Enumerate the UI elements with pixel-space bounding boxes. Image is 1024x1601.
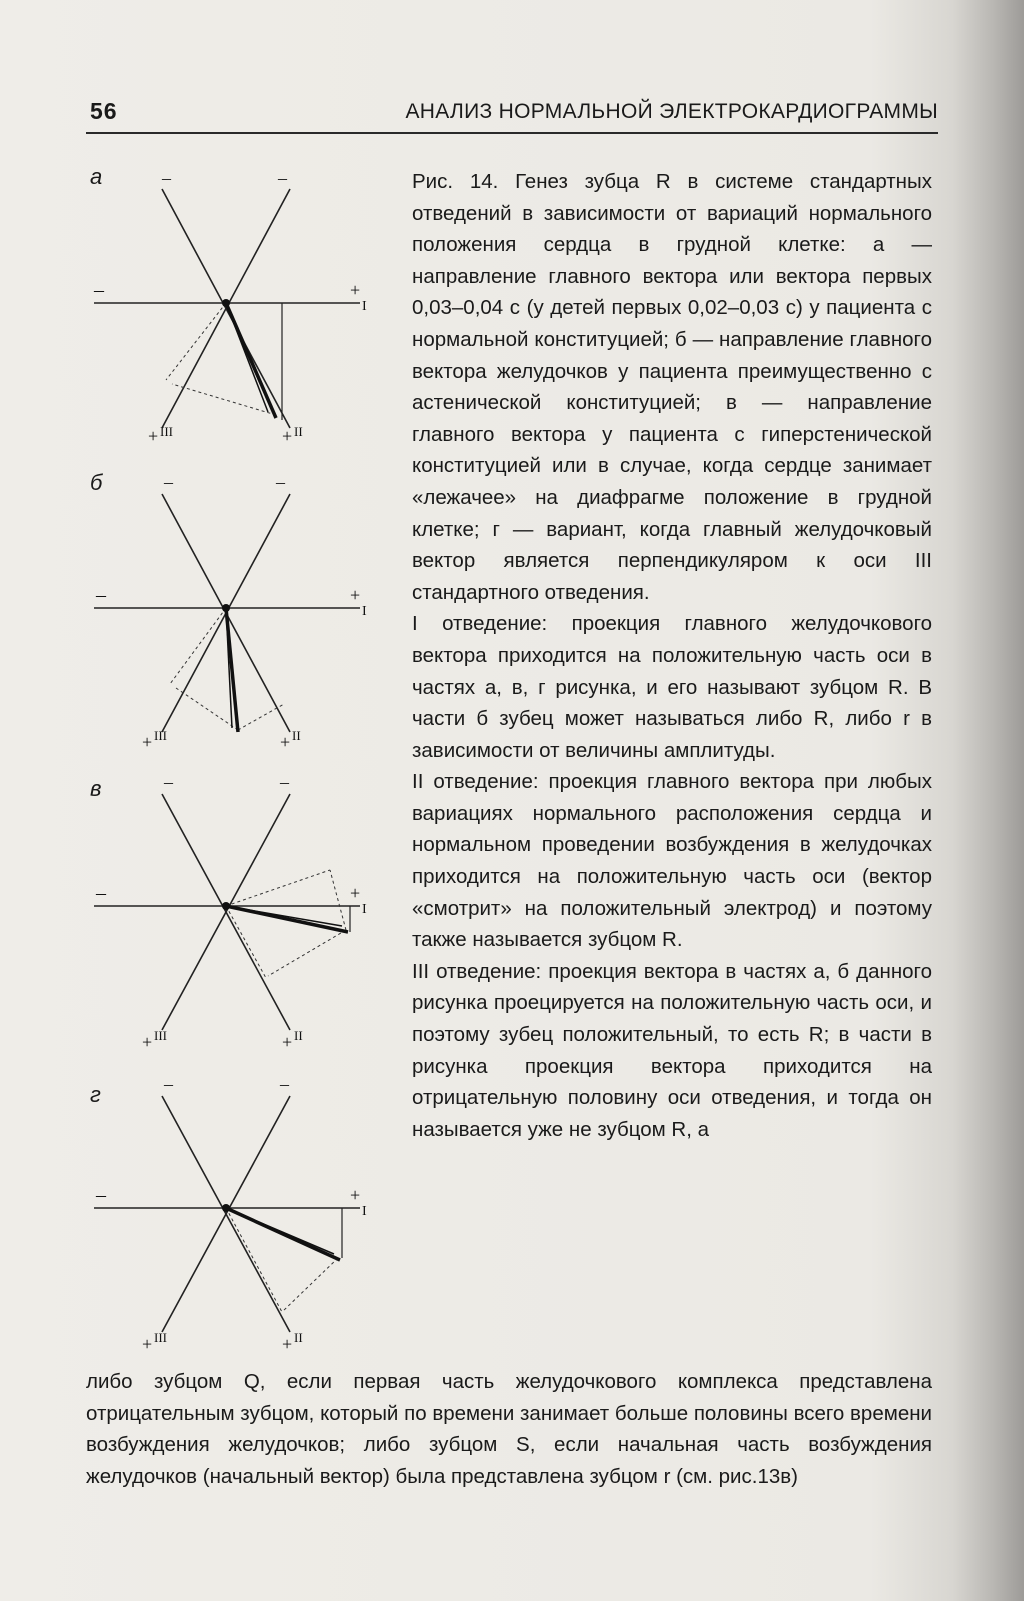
sign-minus: – (276, 472, 285, 492)
sign-plus: + (280, 732, 291, 752)
lead-label-ii: II (292, 728, 301, 743)
lead-label-iii: III (154, 1028, 167, 1043)
sign-minus: – (164, 1074, 173, 1094)
sign-plus: + (142, 1032, 153, 1052)
sign-plus: + (142, 732, 153, 752)
einthoven-axes-diagram (80, 466, 400, 756)
right-text-column (412, 166, 932, 1145)
sign-minus: – (96, 584, 106, 606)
figure-panel-v (80, 772, 400, 1062)
lead-label-ii: II (294, 1028, 303, 1043)
lead-label-iii: III (154, 728, 167, 743)
panel-letter: г (90, 1082, 101, 1107)
sign-plus: + (350, 280, 361, 300)
paragraph-lead-i: I отведение: проекция главного желудочкового вектора приходится на положительную часть оси в частях а, в, г рисунка, и его называют зубцом R. В части б зубец может называться либо R, либо r в зависимости от величины амплитуды. (412, 612, 932, 762)
page-number: 56 (90, 98, 118, 124)
paragraph-lead-iii: III отведение: проекция вектора в частях а, б данного рисунка проецируется на положительную часть оси, и поэтому зубец положительный, то есть R; в части в рисунка проекция вектора приходится на отрицательную половину оси отведения, и тогда он называется уже не зубцом R, а (412, 959, 932, 1141)
sign-minus: – (280, 1074, 289, 1094)
sign-minus: – (94, 279, 104, 301)
sign-minus: – (164, 772, 173, 792)
lead-label-i: I (362, 299, 367, 314)
figure-caption: Рис. 14. Генез зубца R в системе стандартных отведений в зависимости от вариаций нормального положения сердца в грудной клетке: а — направление главного вектора или вектора первых 0,03–0,04 с (у детей первых 0,02–0,03 с) у пациента с нормальной конституцией; б — направление главного вектора желудочков у пациента преимущественно с астенической конституцией; в — направление главного вектора у пациента с гиперстенической конституцией или в случае, когда сердце занимает «лежачее» на диафрагме положение в грудной клетке; г — вариант, когда главный желудочковый вектор является перпендикуляром к оси III стандартного отведения. (412, 170, 932, 604)
figure-panel-g (80, 1074, 400, 1368)
einthoven-axes-diagram (80, 1074, 400, 1368)
panel-letter: б (90, 470, 103, 495)
paragraph-lead-ii: II отведение: проекция главного вектора при любых вариациях нормального расположения сердца и нормальном проведении возбуждения в желудочках приходится на положительную часть оси (вектор «смотрит» на положительный электрод) и поэтому также называется зубцом R. (412, 770, 932, 952)
sign-minus: – (96, 882, 106, 904)
lead-label-i: I (362, 902, 367, 917)
paragraph-lead-iii-continued: либо зубцом Q, если первая часть желудочкового комплекса представлена отрицательным зубцом, который по времени занимает больше половины всего времени возбуждения желудочков; либо зубцом S, если начальная часть возбуждения желудочков (начальный вектор) была представлена зубцом r (см. рис.13в) (86, 1370, 932, 1488)
bottom-text (86, 1366, 932, 1492)
einthoven-axes-diagram (80, 772, 400, 1062)
lead-label-iii: III (154, 1330, 167, 1345)
lead-label-ii: II (294, 424, 303, 439)
sign-minus: – (280, 772, 289, 792)
running-title: АНАЛИЗ НОРМАЛЬНОЙ ЭЛЕКТРОКАРДИОГРАММЫ (405, 100, 938, 123)
sign-minus: – (96, 1184, 106, 1206)
sign-minus: – (162, 168, 171, 188)
panel-letter: в (90, 776, 102, 801)
panel-letter: а (90, 164, 103, 189)
lead-label-i: I (362, 1204, 367, 1219)
sign-plus: + (142, 1334, 153, 1354)
sign-plus: + (282, 1334, 293, 1354)
page-header (86, 96, 938, 134)
sign-plus: + (350, 1185, 361, 1205)
lead-label-i: I (362, 604, 367, 619)
figure-panel-b (80, 466, 400, 756)
sign-minus: – (278, 168, 287, 188)
sign-plus: + (350, 585, 361, 605)
sign-plus: + (282, 426, 293, 446)
sign-minus: – (164, 472, 173, 492)
figure-panel-a (80, 160, 400, 450)
einthoven-axes-diagram (80, 160, 400, 450)
sign-plus: + (350, 883, 361, 903)
sign-plus: + (148, 426, 159, 446)
sign-plus: + (282, 1032, 293, 1052)
lead-label-iii: III (160, 424, 173, 439)
lead-label-ii: II (294, 1330, 303, 1345)
figure-14 (80, 160, 400, 1380)
